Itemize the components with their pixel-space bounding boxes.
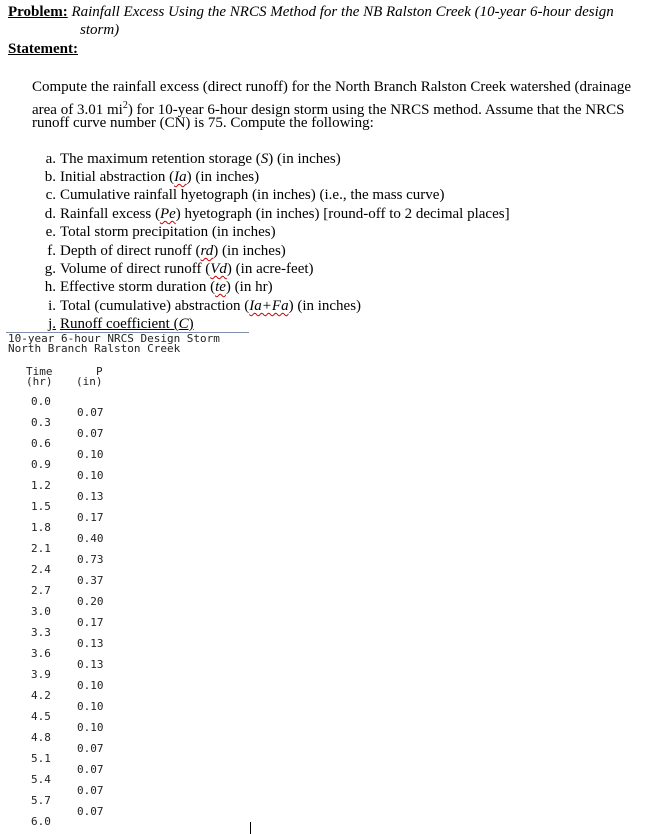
precip-value: 0.37 (77, 574, 104, 587)
time-value: 4.8 (31, 731, 51, 744)
list-item-c: c. Cumulative rainfall hyetograph (in inches) (i.e., the mass curve) (45, 187, 445, 203)
list-item-b: b. Initial abstraction (Ia) (in inches) (44, 169, 260, 185)
time-value: 2.7 (31, 584, 51, 597)
precip-value: 0.07 (77, 805, 104, 818)
statement-line1: Compute the rainfall excess (direct runoff) for the North Branch Ralston Creek watershed (drainage (32, 79, 632, 95)
precip-value: 0.17 (77, 511, 104, 524)
list-item-f: f. Depth of direct runoff (rd) (in inches) (47, 243, 286, 259)
precip-value: 0.07 (77, 742, 104, 755)
time-header: Time (26, 365, 53, 378)
time-value: 3.9 (31, 668, 51, 681)
statement-line2: area of 3.01 $mi^2$) for 10-year 6-hour design storm using the NRCS method. Assume that the NRCS (32, 100, 625, 118)
list-item-h: h. Effective storm duration (te) (in hr) (44, 279, 273, 295)
time-value: 1.2 (31, 479, 51, 492)
precip-value: 0.40 (77, 532, 104, 545)
precip-value: 0.10 (77, 469, 104, 482)
problem-label: Problem: (8, 4, 68, 20)
time-value: 4.2 (31, 689, 51, 702)
time-value: 6.0 (31, 815, 51, 828)
list-item-d: d. Rainfall excess (Pe) hyetograph (in inches) [round-off to 2 decimal places] (44, 206, 510, 222)
precip-header: P (96, 365, 103, 378)
list-item-i: i. Total (cumulative) abstraction (Ia+Fa) (in inches) (48, 298, 362, 314)
time-value: 4.5 (31, 710, 51, 723)
time-value: 0.9 (31, 458, 51, 471)
precip-value: 0.07 (77, 406, 104, 419)
list-item-a: a. The maximum retention storage (S) (in inches) (45, 151, 341, 167)
table-title: 10-year 6-hour NRCS Design Storm (8, 332, 220, 345)
text-cursor (250, 822, 251, 834)
precip-value: 0.13 (77, 637, 104, 650)
time-value: 0.0 (31, 395, 51, 408)
precip-value: 0.13 (77, 658, 104, 671)
precip-value: 0.07 (77, 427, 104, 440)
time-value: 5.7 (31, 794, 51, 807)
time-value: 3.6 (31, 647, 51, 660)
problem-title-line2: storm) (80, 22, 120, 38)
table-subtitle: North Branch Ralston Creek (8, 342, 181, 355)
time-value: 3.3 (31, 626, 51, 639)
time-value: 0.6 (31, 437, 51, 450)
precip-value: 0.07 (77, 784, 104, 797)
time-value: 3.0 (31, 605, 51, 618)
precip-value: 0.10 (77, 679, 104, 692)
precip-value: 0.73 (77, 553, 104, 566)
problem-heading (8, 3, 614, 21)
time-value: 1.5 (31, 500, 51, 513)
precip-unit: (in) (76, 375, 103, 388)
time-value: 5.1 (31, 752, 51, 765)
time-value: 2.4 (31, 563, 51, 576)
precip-value: 0.10 (77, 700, 104, 713)
precip-value: 0.10 (77, 721, 104, 734)
time-value: 2.1 (31, 542, 51, 555)
precip-value: 0.10 (77, 448, 104, 461)
precip-value: 0.20 (77, 595, 104, 608)
statement-label: Statement: (8, 41, 78, 57)
precip-value: 0.17 (77, 616, 104, 629)
list-item-j: j. Runoff coefficient (C) (48, 316, 194, 332)
statement-line3: runoff curve number (CN) is 75. Compute the following: (32, 115, 374, 131)
list-item-e: e. Total storm precipitation (in inches) (45, 224, 276, 240)
problem-title-line1: Rainfall Excess Using the NRCS Method for the NB Ralston Creek (10-year 6-hour design (71, 4, 614, 20)
list-item-g: g. Volume of direct runoff (Vd) (in acre-feet) (44, 261, 314, 277)
time-value: 5.4 (31, 773, 51, 786)
time-value: 1.8 (31, 521, 51, 534)
precip-value: 0.13 (77, 490, 104, 503)
time-value: 0.3 (31, 416, 51, 429)
precip-value: 0.07 (77, 763, 104, 776)
time-unit: (hr) (26, 375, 53, 388)
